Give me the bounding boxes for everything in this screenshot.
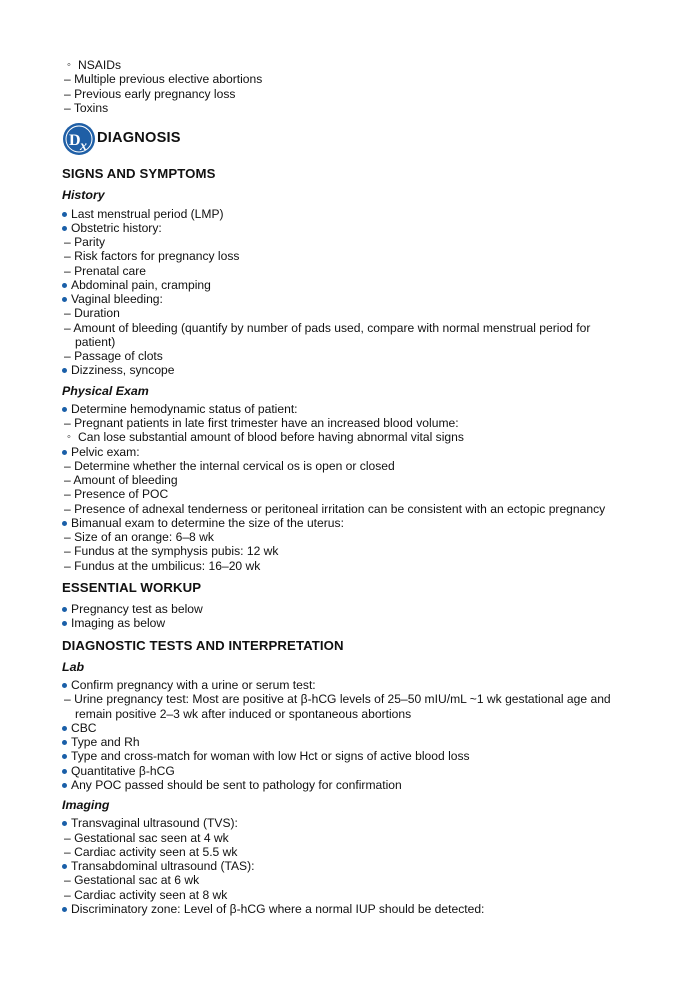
list-item: Last menstrual period (LMP) — [62, 207, 662, 221]
page-content — [62, 58, 662, 916]
list-item: ◦ Can lose substantial amount of blood before having abnormal vital signs — [62, 430, 662, 444]
list-item: – Passage of clots — [64, 349, 163, 363]
list-item: Confirm pregnancy with a urine or serum test: — [62, 678, 662, 692]
list-item: Abdominal pain, cramping — [62, 278, 662, 292]
list-item: Bimanual exam to determine the size of the uterus: — [62, 516, 662, 530]
list-item: – Gestational sac seen at 4 wk — [64, 830, 229, 845]
list-item: Transvaginal ultrasound (TVS): — [62, 816, 662, 830]
list-item: Vaginal bleeding: — [62, 292, 662, 306]
list-item: – Toxins — [64, 100, 109, 115]
subsection-heading: History — [62, 188, 105, 203]
list-item: – Parity — [64, 235, 105, 249]
list-item: Type and Rh — [62, 735, 662, 749]
list-item: – Duration — [64, 306, 120, 321]
list-item: Quantitative β-hCG — [62, 764, 662, 778]
list-item: – Pregnant patients in late first trimester have an increased blood volume: — [64, 416, 459, 430]
list-item: – Cardiac activity seen at 8 wk — [64, 887, 228, 902]
list-item: – Amount of bleeding — [64, 473, 178, 487]
subsection-heading: Imaging — [62, 798, 110, 812]
list-item: – Amount of bleeding (quantify by number of pads used, compare with normal menstrual period for — [64, 320, 591, 335]
list-item: Type and cross-match for woman with low Hct or signs of active blood loss — [62, 749, 662, 763]
list-item: – Multiple previous elective abortions — [64, 72, 263, 87]
section-heading: ESSENTIAL WORKUP — [62, 579, 202, 595]
list-item-continuation — [62, 335, 662, 349]
list-item-continuation — [62, 707, 662, 721]
continuation-text: patient) — [75, 334, 116, 349]
svg-text:D: D — [69, 132, 81, 149]
diagnosis-title: DIAGNOSIS — [97, 130, 181, 146]
diagnosis-header — [62, 121, 662, 159]
list-item: Pelvic exam: — [62, 445, 662, 459]
list-item: – Fundus at the symphysis pubis: 12 wk — [64, 544, 279, 559]
list-item: Discriminatory zone: Level of β-hCG where a normal IUP should be detected: — [62, 902, 662, 916]
list-item: Dizziness, syncope — [62, 363, 662, 377]
list-item: – Prenatal care — [64, 263, 147, 278]
list-item: – Urine pregnancy test: Most are positive at β-hCG levels of 25–50 mIU/mL ~1 wk gestational age and — [64, 692, 611, 707]
list-item: Pregnancy test as below — [62, 602, 662, 616]
section-heading: DIAGNOSTIC TESTS AND INTERPRETATION — [62, 637, 344, 653]
list-item: Imaging as below — [62, 616, 662, 630]
subsection-heading: Lab — [62, 659, 85, 674]
list-item: – Fundus at the umbilicus: 16–20 wk — [64, 558, 261, 573]
section-heading: SIGNS AND SYMPTOMS — [62, 166, 216, 181]
continuation-text: remain positive 2–3 wk after induced or spontaneous abortions — [75, 706, 412, 721]
list-item: Obstetric history: — [62, 221, 662, 235]
list-item: Any POC passed should be sent to pathology for confirmation — [62, 778, 662, 792]
list-item: – Size of an orange: 6–8 wk — [64, 530, 214, 544]
list-item: – Cardiac activity seen at 5.5 wk — [64, 844, 238, 859]
subsection-heading: Physical Exam — [62, 383, 149, 398]
list-item: – Presence of adnexal tenderness or peritoneal irritation can be consistent with an ectopic pregnancy — [64, 501, 606, 516]
list-item: – Risk factors for pregnancy loss — [64, 249, 240, 264]
list-item: – Gestational sac at 6 wk — [64, 873, 200, 888]
list-item: Transabdominal ultrasound (TAS): — [62, 859, 662, 873]
list-item: CBC — [62, 721, 662, 735]
diagnosis-icon — [62, 122, 96, 156]
list-item: Determine hemodynamic status of patient: — [62, 402, 662, 416]
list-item: – Previous early pregnancy loss — [64, 86, 236, 101]
list-item: ◦ NSAIDs — [62, 58, 662, 72]
list-item: – Presence of POC — [64, 487, 169, 502]
list-item: – Determine whether the internal cervical os is open or closed — [64, 458, 395, 473]
svg-text:x: x — [80, 139, 87, 154]
